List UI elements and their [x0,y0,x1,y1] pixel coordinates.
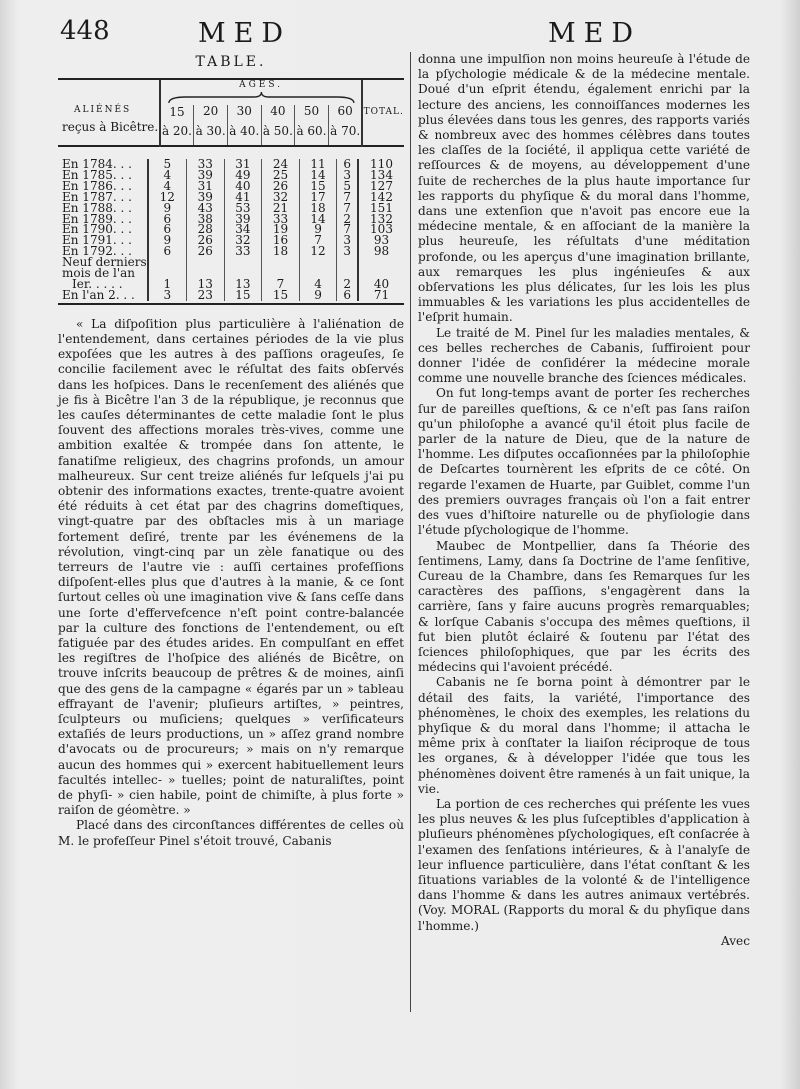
table-cell: 33 [224,246,262,257]
table-cell: 24 [262,159,300,170]
table-cell: 49 [224,170,262,181]
table-cell [262,257,300,268]
age-from-cell: 60 [328,105,362,118]
row-label: En l'an 2. . . [62,287,135,302]
table-cell: 9 [299,290,337,301]
total-cell: 103 [358,224,404,235]
row-label: En 1792. . . [62,244,132,259]
total-cell: 134 [358,170,404,181]
table-cell: 6 [148,224,187,235]
paragraph: « La diſpoſition plus particulière à l'aliénation de l'entendement, dans certaines périodes de la vie plus expoſées que les autres à des paſſions orageuſes, ſe concilie facilement avec le réſultat des faits obſervés dans les hoſpices. Dans le recenſement des aliénés que je fis à Bicêtre l'an 3 de la république, je reconnus que les cauſes déterminantes de cette maladie ſont le plus ſouvent des affections morales très-vives, comme une ambition exaltée & trompée dans ſon attente, le fanatiſme religieux, des chagrins profonds, un amour malheureux. Sur cent treize aliénés fur leſquels j'ai pu obtenir des informations exactes, trente-quatre avoient été réduits à cet état par des chagrins domeſtiques, vingt-quatre par des obſtacles mis à un mariage fortement deſiré, trente par les événemens de la révolution, vingt-cinq par un zèle fanatique ou des terreurs de l'autre vie : auſſi certaines profeſſions diſpoſent-elles plus que d'autres à la manie, & ce ſont ſurtout celles où une imagination vive & ſans ceſſe dans une ſorte d'effervefcence n'eſt point contre-balancée par la culture des fonctions de l'entendement, ou eſt fatiguée par des études arides. En compulſant en effet les regiſtres de l'hoſpice des aliénés de Bicêtre, on trouve inſcrits beaucoup de prêtres & de moines, ainſi que des gens de la campagne « égarés par un » tableau effrayant de l'avenir; pluſieurs artiſtes, » peintres, ſculpteurs ou muſiciens; quelques » verſificateurs extaſiés de leurs productions, un » aſſez grand nombre d'avocats ou de procureurs; » mais on n'y remarque aucun des hommes qui » exercent habituellement leurs facultés intellec- » tuelles; point de naturaliſtes, point de phyſi- » cien habile, point de chimiſte, à plus forte » raiſon de géomètre. » [58,316,404,818]
table-cell: 14 [299,214,337,225]
row-label: En 1790. . . [62,222,132,237]
paragraph: Placé dans des circonſtances différentes de celles où M. le profeſſeur Pinel s'étoit trouvé, Cabanis [58,818,404,848]
table-cell: 6 [337,290,358,301]
admissions-table [58,80,404,159]
table-cell: 34 [224,224,262,235]
total-cell: 93 [358,235,404,246]
table-cell: 14 [299,170,337,181]
table-cell: 7 [337,192,358,203]
table-cell: 17 [299,192,337,203]
table-cell: 11 [299,159,337,170]
table-cell: 31 [186,181,224,192]
table-cell: 3 [337,235,358,246]
table-cell: 3 [148,290,187,301]
table-cell: 39 [186,192,224,203]
table-cell: 6 [337,159,358,170]
age-to-cell: à 40. [227,118,261,146]
table-cell: 9 [148,235,187,246]
row-header-cell [58,80,160,118]
table-cell: 3 [337,170,358,181]
table-cell: 33 [262,214,300,225]
row-label: En 1787. . . [62,189,132,204]
table-cell: 13 [186,279,224,290]
catchword: Avec [720,933,750,948]
table-cell: 3 [337,246,358,257]
ages-header [160,80,363,105]
age-from-cell: 40 [261,105,295,118]
table-cell: 23 [186,290,224,301]
table-cell: 2 [337,214,358,225]
table-cell [224,257,262,268]
table-cell: 33 [186,159,224,170]
table-cell: 38 [186,214,224,225]
age-from-cell: 30 [227,105,261,118]
table-cell: 32 [262,192,300,203]
table-cell: 7 [337,224,358,235]
table-cell: 28 [186,224,224,235]
total-cell: 71 [358,290,404,301]
page-number: 448 [60,16,110,46]
table-cell: 4 [299,279,337,290]
table-cell [337,257,358,268]
table-cell [299,257,337,268]
table-cell: 5 [148,159,187,170]
table-cell: 2 [337,279,358,290]
table-row [58,290,404,301]
row-label: Neuf derniers [62,255,147,270]
table-cell: 18 [299,203,337,214]
paragraph: Le traité de M. Pinel ſur les maladies mentales, & ces belles recherches de Cabanis, ſuffiroient pour donner l'idée de conſidérer la médecine morale comme une nouvelle branche des ſciences médicales. [418,325,750,386]
table-cell: 26 [186,246,224,257]
running-head-left: MED [198,18,292,49]
paragraph: Cabanis ne ſe borna point à démontrer par le détail des faits, la variété, l'importance des phénomènes, le choix des exemples, les relations du phyſique & du moral dans l'homme; il attacha le même prix à conſtater la liaiſon réciproque de tous les organes, & à développer l'idée que tous les phénomènes doivent être ramenés à un fait unique, la vie. [418,675,750,796]
left-column [58,52,404,849]
table-cell: 40 [224,181,262,192]
paragraph: La portion de ces recherches qui préſente les vues les plus neuves & les plus ſuſceptibles d'application à pluſieurs phénomènes pſychologiques, eſt conſacrée à l'examen des ſenſations intérieures, & à l'analyſe de leur influence particulière, dans l'état conſtant & les ſituations variables de la volonté & de l'intelligence dans l'homme & dans les autres animaux vertébrés. (Voy. MORAL (Rapports du moral & du phyſique dans l'homme.) [418,796,750,933]
table-cell: 9 [299,224,337,235]
table-cell: 15 [299,181,337,192]
table-title: TABLE. [195,54,267,70]
table-cell: 18 [262,246,300,257]
table-cell [186,257,224,268]
total-cell: 40 [358,279,404,290]
age-from-cell: 50 [295,105,329,118]
table-cell: 13 [224,279,262,290]
table-cell [148,257,187,268]
table-cell: 15 [224,290,262,301]
table-cell: 39 [186,170,224,181]
row-label: En 1791. . . [62,233,132,248]
age-to-cell: à 20. [160,118,194,146]
paragraph: Maubec de Montpellier, dans ſa Théorie des ſentimens, Lamy, dans ſa Doctrine de l'ame ſenſitive, Cureau de la Chambre, dans ſes Remarques ſur les caractères des paſſions, s'engagèrent dans la carrière, ſans y faire aucuns progrès remarquables; & lorſque Cabanis s'occupa des mêmes queſtions, il fut bien plutôt éclairé & ſoutenu par l'état des ſciences philoſophiques, que par les écrits des médecins qui l'avoient précédé. [418,538,750,675]
row-label: En 1786. . . [62,178,132,193]
table-cell: 12 [299,246,337,257]
table-cell: 7 [262,279,300,290]
table-cell: 7 [299,235,337,246]
row-label: mois de l'an [62,266,136,281]
age-to-cell: à 70. [328,118,362,146]
table-cell: 26 [262,181,300,192]
total-cell [358,257,404,268]
table-cell: 32 [224,235,262,246]
admissions-table-body [58,159,404,301]
table-cell: 6 [148,246,187,257]
total-cell: 127 [358,181,404,192]
table-cell: 12 [148,192,187,203]
row-header-line2: reçus à Bicêtre. [62,120,159,134]
table-cell: 16 [262,235,300,246]
table-cell: 6 [148,214,187,225]
table-cell: 15 [262,290,300,301]
brace-icon [167,91,356,105]
table-cell: 4 [148,181,187,192]
table-cell: 21 [262,203,300,214]
running-head-right: MED [548,18,642,49]
right-column [418,52,750,948]
table-cell: 25 [262,170,300,181]
total-header: TOTAL. [362,80,404,146]
ages-label: AGES. [239,80,284,90]
age-to-cell: à 60. [295,118,329,146]
table-bottom-rule [58,303,404,305]
total-cell: 142 [358,192,404,203]
total-cell: 98 [358,246,404,257]
table-cell: 53 [224,203,262,214]
table-cell: 9 [148,203,187,214]
total-cell: 110 [358,159,404,170]
paragraph: donna une impulſion non moins heureuſe à l'étude de la pſychologie médicale & de la médecine mentale. Doué d'un eſprit étendu, également enrichi par la lecture des anciens, les connoiſſances modernes les plus élevées dans tous les genres, des rapports variés & nombreux avec des hommes célèbres dans toutes les claſſes de la ſociété, il appliqua cette variété de reſſources & de moyens, au développement d'une ſuite de recherches de la plus haute importance ſur les rapports du phyſique & du moral dans l'homme, dans une extenſion que n'avoit pas encore eue la médecine mentale, & en aſſociant de la manière la plus heureuſe, les réſultats d'une méditation profonde, ou les aperçus d'une imagination brillante, aux remarques les plus ingénieuſes & aux obſervations les plus délicates, ſur les lois les plus immuables & les variations les plus accidentelles de l'eſprit humain. [418,52,750,325]
table-cell: 41 [224,192,262,203]
row-label: En 1784. . . [62,157,132,171]
paragraph: On fut long-temps avant de porter ſes recherches ſur de pareilles queſtions, & ce n'eſt pas ſans raiſon qu'un philoſophe a avancé qu'il étoit plus facile de parler de la nature de Dieu, que de la nature de l'homme. Les diſputes occaſionnées par la philoſophie de Deſcartes tournèrent les eſprits de ce côté. On regarde l'examen de Huarte, par Guiblet, comme l'un des premiers ouvrages français où l'on a fait entrer des vues d'hiſtoire naturelle ou de phyſiologie dans l'étude pſychologique de l'homme. [418,386,750,538]
column-divider [410,52,411,1012]
row-label: En 1788. . . [62,200,132,215]
table-cell: 7 [337,203,358,214]
row-label: En 1789. . . [62,211,132,226]
row-header-line1: ALIÉNÉS [74,105,132,115]
total-cell: 132 [358,214,404,225]
age-from-cell: 20 [194,105,228,118]
row-label: En 1785. . . [62,167,132,182]
table-cell: 31 [224,159,262,170]
age-from-cell: 15 [160,105,194,118]
table-cell: 5 [337,181,358,192]
table-cell: 4 [148,170,187,181]
table-cell: 19 [262,224,300,235]
table-cell: 1 [148,279,187,290]
table-cell: 26 [186,235,224,246]
table-cell: 43 [186,203,224,214]
age-to-cell: à 30. [194,118,228,146]
total-cell: 151 [358,203,404,214]
age-to-cell: à 50. [261,118,295,146]
table-cell: 39 [224,214,262,225]
row-label: Ier. . . . . [72,276,123,291]
